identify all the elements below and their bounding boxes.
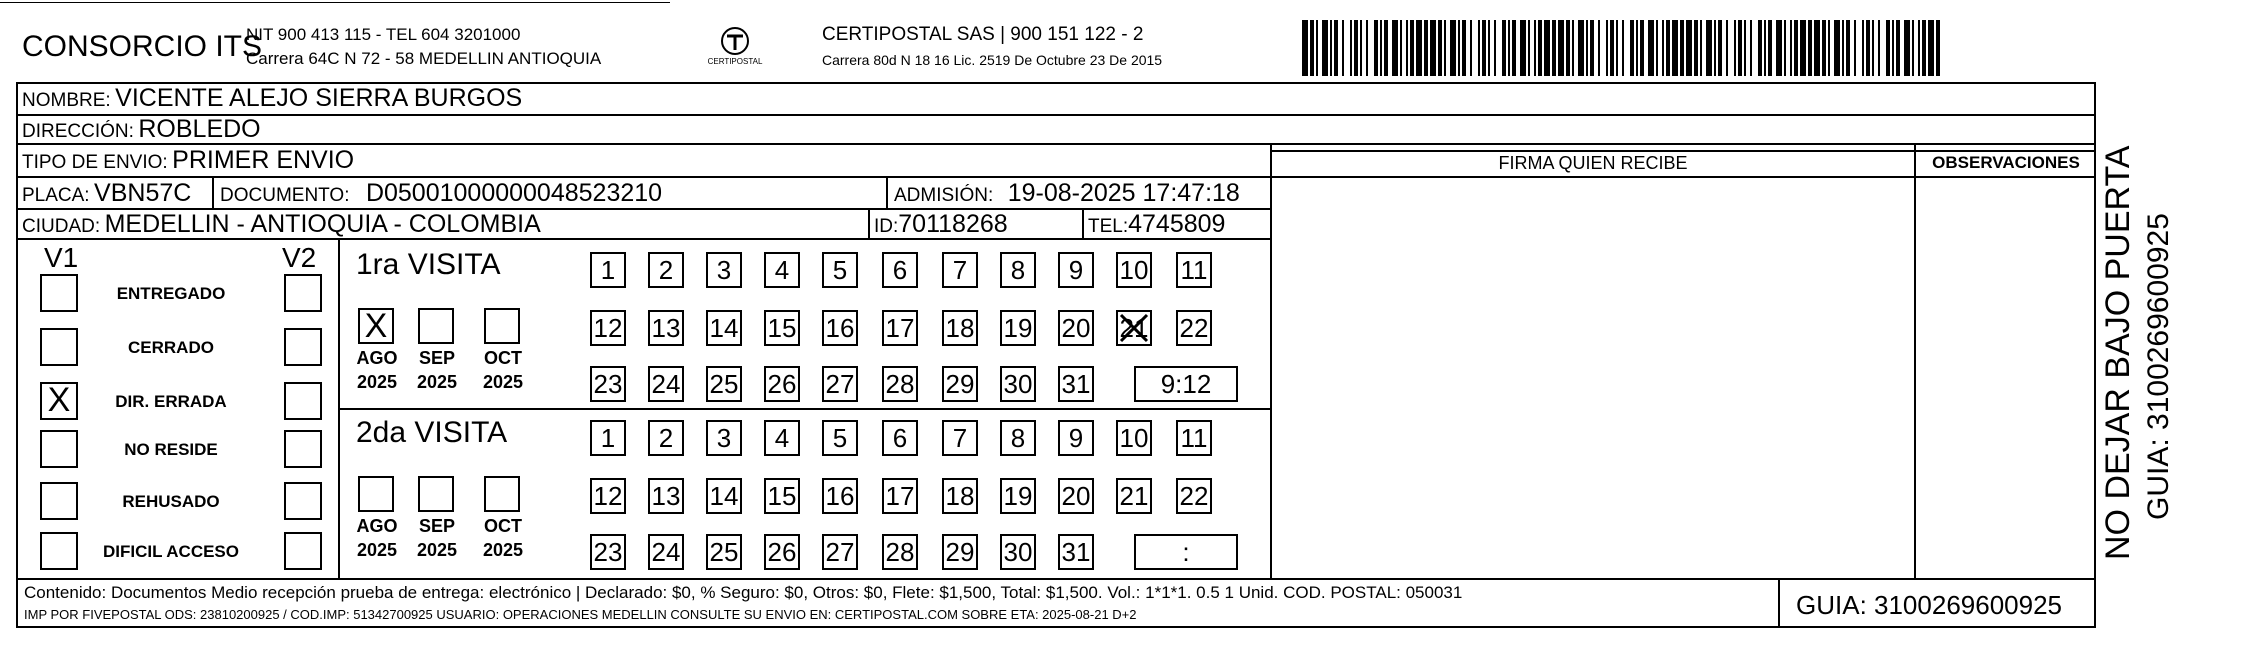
day-box-21[interactable]: 21	[1116, 310, 1152, 346]
barcode-bar	[1334, 20, 1338, 76]
day-box-24[interactable]: 24	[648, 366, 684, 402]
day-box-27[interactable]: 27	[822, 534, 858, 570]
month-name: AGO	[356, 516, 398, 536]
footer-contenido: Contenido: Documentos Medio recepción prueba de entrega: electrónico | Declarado: $0, % Seguro: $0, Otros: $0, Flete: $1,500, Total: $1,500. Vol.: 1*1*1. 0.5 1 Unid. COD. POSTAL: 050031	[24, 583, 1463, 602]
footer-guia: GUIA: 3100269600925	[1796, 590, 2062, 620]
barcode-bar	[1694, 20, 1698, 76]
barcode-bar	[1544, 20, 1550, 76]
day-box-23[interactable]: 23	[590, 534, 626, 570]
carrier-line-2: Carrera 80d N 18 16 Lic. 2519 De Octubre 23 De 2015	[822, 52, 1163, 68]
month-year: 2025	[482, 372, 524, 392]
barcode-bar	[1928, 20, 1934, 76]
day-box-8[interactable]: 8	[1000, 252, 1036, 288]
day-box-31[interactable]: 31	[1058, 534, 1094, 570]
month-year: 2025	[356, 372, 398, 392]
barcode-bar	[1586, 20, 1588, 76]
barcode-bar	[1374, 20, 1378, 76]
day-box-5[interactable]: 5	[822, 252, 858, 288]
direccion-row	[22, 115, 261, 144]
v1-checkbox[interactable]	[40, 274, 78, 312]
day-box-27[interactable]: 27	[822, 366, 858, 402]
barcode-bar	[1590, 20, 1594, 76]
barcode-bar	[1400, 20, 1402, 76]
day-box-13[interactable]: 13	[648, 310, 684, 346]
id-value: 70118268	[898, 210, 1008, 238]
month-checkbox[interactable]	[484, 476, 520, 512]
barcode-bar	[1866, 20, 1870, 76]
barcode-bar	[1616, 20, 1618, 76]
id-field	[874, 210, 1008, 239]
barcode-bar	[1566, 20, 1570, 76]
column-divider	[886, 176, 888, 208]
day-box-15[interactable]: 15	[764, 310, 800, 346]
barcode-bar	[1598, 20, 1600, 76]
barcode-bar	[1662, 20, 1664, 76]
day-box-5[interactable]: 5	[822, 420, 858, 456]
barcode-bar	[1410, 20, 1414, 76]
month-name: AGO	[356, 348, 398, 368]
admision-field	[894, 179, 1240, 208]
day-box-4[interactable]: 4	[764, 252, 800, 288]
documento-value: D05001000000048523210	[365, 179, 663, 207]
v1-checkbox[interactable]	[40, 482, 78, 520]
month-checkbox[interactable]	[484, 308, 520, 344]
barcode-bar	[1814, 20, 1820, 76]
barcode-bar	[1854, 20, 1856, 76]
barcode-bar	[1572, 20, 1574, 76]
row-divider	[1270, 176, 2096, 178]
barcode-bar	[1636, 20, 1638, 76]
month-year: 2025	[416, 372, 458, 392]
month-year: 2025	[416, 540, 458, 560]
v2-checkbox[interactable]	[284, 532, 322, 570]
day-box-2[interactable]: 2	[648, 420, 684, 456]
barcode-bar	[1380, 20, 1382, 76]
id-label: ID:	[874, 216, 899, 237]
barcode-bar	[1912, 20, 1914, 76]
barcode-bar	[1726, 20, 1728, 76]
placa-label: PLACA:	[22, 185, 90, 206]
barcode-bar	[1450, 20, 1456, 76]
barcode-bar	[1834, 20, 1840, 76]
barcode-bar	[1768, 20, 1772, 76]
day-box-16[interactable]: 16	[822, 478, 858, 514]
barcode-bar	[1438, 20, 1442, 76]
day-box-8[interactable]: 8	[1000, 420, 1036, 456]
v1-checkbox[interactable]: X	[40, 382, 78, 420]
barcode-bar	[1828, 20, 1830, 76]
day-box-10[interactable]: 10	[1116, 420, 1152, 456]
v2-checkbox[interactable]	[284, 382, 322, 420]
documento-field	[220, 179, 662, 208]
day-box-25[interactable]: 25	[706, 534, 742, 570]
barcode-bar	[1552, 20, 1556, 76]
barcode-bar	[1706, 20, 1712, 76]
day-box-1[interactable]: 1	[590, 252, 626, 288]
company-line-1: NIT 900 413 115 - TEL 604 3201000	[246, 25, 521, 44]
tipo-value: PRIMER ENVIO	[172, 146, 355, 174]
day-box-21[interactable]: 21	[1116, 478, 1152, 514]
day-box-14[interactable]: 14	[706, 310, 742, 346]
day-box-26[interactable]: 26	[764, 534, 800, 570]
day-box-31[interactable]: 31	[1058, 366, 1094, 402]
barcode-bar	[1878, 20, 1880, 76]
day-box-13[interactable]: 13	[648, 478, 684, 514]
row-divider	[1270, 150, 2096, 152]
day-box-17[interactable]: 17	[882, 478, 918, 514]
day-box-20[interactable]: 20	[1058, 478, 1094, 514]
status-label: DIR. ERRADA	[115, 392, 227, 411]
barcode-bar	[1330, 20, 1332, 76]
day-box-19[interactable]: 19	[1000, 310, 1036, 346]
day-box-30[interactable]: 30	[1000, 366, 1036, 402]
barcode-bar	[1776, 20, 1782, 76]
barcode-bar	[1350, 20, 1352, 76]
column-divider	[212, 176, 214, 208]
barcode-bar	[1528, 20, 1530, 76]
tipo-row	[22, 146, 354, 175]
barcode-bar	[1758, 20, 1762, 76]
day-box-6[interactable]: 6	[882, 420, 918, 456]
barcode-bar	[1892, 20, 1894, 76]
barcode-bar	[1322, 20, 1328, 76]
day-box-11[interactable]: 11	[1176, 252, 1212, 288]
barcode-bar	[1886, 20, 1890, 76]
row-divider	[16, 114, 2096, 116]
footer-divider	[16, 578, 2096, 580]
barcode-bar	[1656, 20, 1658, 76]
barcode-bar	[1896, 20, 1900, 76]
day-box-18[interactable]: 18	[942, 310, 978, 346]
barcode-bar	[1862, 20, 1864, 76]
v2-checkbox[interactable]	[284, 482, 322, 520]
day-box-11[interactable]: 11	[1176, 420, 1212, 456]
barcode-bar	[1578, 20, 1584, 76]
status-label: ENTREGADO	[116, 284, 226, 303]
barcode-bar	[1470, 20, 1472, 76]
v1-checkbox[interactable]	[40, 532, 78, 570]
day-box-30[interactable]: 30	[1000, 534, 1036, 570]
barcode-bar	[1520, 20, 1526, 76]
barcode-bar	[1392, 20, 1398, 76]
month-checkbox[interactable]: X	[358, 308, 394, 344]
visit-divider	[338, 408, 1270, 410]
barcode-bar	[1606, 20, 1608, 76]
day-box-9[interactable]: 9	[1058, 252, 1094, 288]
side-text	[2096, 80, 2186, 560]
certipostal-logo	[705, 24, 765, 70]
barcode-bar	[1680, 20, 1684, 76]
day-box-18[interactable]: 18	[942, 478, 978, 514]
day-box-19[interactable]: 19	[1000, 478, 1036, 514]
observaciones-header: OBSERVACIONES	[1932, 153, 2080, 172]
day-box-25[interactable]: 25	[706, 366, 742, 402]
admision-label: ADMISIÓN:	[894, 185, 994, 206]
day-box-12[interactable]: 12	[590, 478, 626, 514]
ciudad-label: CIUDAD:	[22, 216, 101, 237]
tel-label: TEL:	[1088, 216, 1129, 237]
tel-value: 4745809	[1128, 210, 1226, 238]
documento-label: DOCUMENTO:	[220, 185, 350, 206]
side-guia: GUIA: 3100269600925	[2142, 213, 2175, 520]
footer-imp: IMP POR FIVEPOSTAL ODS: 23810200925 / COD.IMP: 51342700925 USUARIO: OPERACIONES MEDELLIN CONSULTE SU ENVIO EN: CERTIPOSTAL.COM SOBRE ETA: 2025-08-21 D+2	[24, 607, 1137, 622]
barcode-bar	[1872, 20, 1874, 76]
v1-checkbox[interactable]	[40, 430, 78, 468]
barcode-bar	[1462, 20, 1466, 76]
no-dejar-bajo-puerta: NO DEJAR BAJO PUERTA	[2099, 145, 2137, 560]
direccion-label: DIRECCIÓN:	[22, 121, 134, 142]
barcode-bar	[1424, 20, 1428, 76]
day-box-29[interactable]: 29	[942, 366, 978, 402]
barcode-bar	[1672, 20, 1678, 76]
ciudad-value: MEDELLIN - ANTIOQUIA - COLOMBIA	[104, 210, 541, 238]
barcode-bar	[1406, 20, 1408, 76]
barcode-bar	[1790, 20, 1792, 76]
nombre-label: NOMBRE:	[22, 90, 111, 111]
month-checkbox[interactable]	[418, 476, 454, 512]
placa-value: VBN57C	[94, 179, 192, 207]
day-box-28[interactable]: 28	[882, 534, 918, 570]
day-box-29[interactable]: 29	[942, 534, 978, 570]
barcode-bar	[1666, 20, 1670, 76]
tipo-label: TIPO DE ENVIO:	[22, 152, 168, 173]
month-checkbox[interactable]	[418, 308, 454, 344]
day-box-14[interactable]: 14	[706, 478, 742, 514]
barcode-bar	[1430, 20, 1436, 76]
column-divider	[1270, 143, 1272, 578]
barcode-bar	[1512, 20, 1516, 76]
barcode-bar	[1846, 20, 1850, 76]
v2-checkbox[interactable]	[284, 430, 322, 468]
day-box-20[interactable]: 20	[1058, 310, 1094, 346]
barcode-bar	[1808, 20, 1812, 76]
company-line-2: Carrera 64C N 72 - 58 MEDELLIN ANTIOQUIA	[246, 49, 602, 68]
v2-label: V2	[282, 242, 317, 273]
placa-field	[22, 179, 191, 208]
barcode-bar	[1630, 20, 1634, 76]
barcode-bar	[1718, 20, 1722, 76]
v2-checkbox[interactable]	[284, 328, 322, 366]
barcode-bar	[1538, 20, 1542, 76]
barcode-bar	[1622, 20, 1624, 76]
barcode-bar	[1794, 20, 1798, 76]
nombre-value: VICENTE ALEJO SIERRA BURGOS	[115, 84, 523, 112]
day-box-22[interactable]: 22	[1176, 310, 1212, 346]
day-box-23[interactable]: 23	[590, 366, 626, 402]
time-box[interactable]: :	[1134, 534, 1238, 570]
ciudad-field	[22, 210, 541, 239]
barcode	[1302, 20, 1942, 76]
barcode-bar	[1366, 20, 1368, 76]
day-box-1[interactable]: 1	[590, 420, 626, 456]
barcode-bar	[1648, 20, 1654, 76]
admision-value: 19-08-2025 17:47:18	[1007, 179, 1240, 207]
barcode-bar	[1494, 20, 1496, 76]
barcode-bar	[1310, 20, 1314, 76]
day-box-24[interactable]: 24	[648, 534, 684, 570]
barcode-bar	[1354, 20, 1358, 76]
day-box-3[interactable]: 3	[706, 420, 742, 456]
barcode-bar	[1936, 20, 1940, 76]
status-label: NO RESIDE	[124, 440, 218, 459]
barcode-bar	[1416, 20, 1422, 76]
barcode-bar	[1360, 20, 1362, 76]
firma-header: FIRMA QUIEN RECIBE	[1498, 153, 1688, 173]
barcode-bar	[1458, 20, 1460, 76]
v2-checkbox[interactable]	[284, 274, 322, 312]
barcode-bar	[1482, 20, 1486, 76]
day-box-4[interactable]: 4	[764, 420, 800, 456]
barcode-bar	[1784, 20, 1786, 76]
month-checkbox[interactable]	[358, 476, 394, 512]
barcode-bar	[1508, 20, 1510, 76]
company-name: CONSORCIO ITS	[22, 30, 263, 63]
barcode-bar	[1558, 20, 1564, 76]
nombre-row	[22, 84, 522, 113]
day-box-7[interactable]: 7	[942, 420, 978, 456]
barcode-bar	[1686, 20, 1692, 76]
barcode-bar	[1918, 20, 1920, 76]
barcode-bar	[1444, 20, 1446, 76]
visit-title: 2da VISITA	[356, 416, 508, 449]
column-divider	[1082, 208, 1084, 238]
day-box-2[interactable]: 2	[648, 252, 684, 288]
day-box-17[interactable]: 17	[882, 310, 918, 346]
day-box-6[interactable]: 6	[882, 252, 918, 288]
barcode-bar	[1502, 20, 1506, 76]
status-label: CERRADO	[128, 338, 214, 357]
barcode-bar	[1478, 20, 1480, 76]
direccion-value: ROBLEDO	[138, 115, 261, 143]
visit-title: 1ra VISITA	[356, 248, 501, 281]
column-divider	[868, 208, 870, 238]
row-divider	[16, 176, 1270, 178]
barcode-bar	[1316, 20, 1318, 76]
barcode-bar	[1800, 20, 1806, 76]
barcode-bar	[1842, 20, 1844, 76]
v1-label: V1	[44, 242, 79, 273]
barcode-bar	[1640, 20, 1644, 76]
barcode-bar	[1764, 20, 1766, 76]
month-year: 2025	[482, 540, 524, 560]
tel-field	[1088, 210, 1225, 239]
day-box-22[interactable]: 22	[1176, 478, 1212, 514]
status-label: REHUSADO	[122, 492, 220, 511]
barcode-bar	[1738, 20, 1742, 76]
day-box-9[interactable]: 9	[1058, 420, 1094, 456]
barcode-bar	[1534, 20, 1536, 76]
day-box-16[interactable]: 16	[822, 310, 858, 346]
day-box-10[interactable]: 10	[1116, 252, 1152, 288]
column-divider	[1914, 143, 1916, 578]
barcode-bar	[1922, 20, 1926, 76]
barcode-bar	[1750, 20, 1752, 76]
month-name: OCT	[484, 348, 522, 368]
barcode-bar	[1610, 20, 1614, 76]
barcode-bar	[1302, 20, 1308, 76]
day-box-15[interactable]: 15	[764, 478, 800, 514]
barcode-bar	[1734, 20, 1736, 76]
top-rule	[0, 2, 670, 3]
status-label: DIFICIL ACCESO	[102, 542, 239, 561]
month-name: SEP	[418, 348, 456, 368]
barcode-bar	[1904, 20, 1910, 76]
time-box[interactable]: 9:12	[1134, 366, 1238, 402]
month-name: SEP	[418, 516, 456, 536]
barcode-bar	[1822, 20, 1826, 76]
day-box-12[interactable]: 12	[590, 310, 626, 346]
barcode-bar	[1700, 20, 1702, 76]
day-box-3[interactable]: 3	[706, 252, 742, 288]
barcode-bar	[1488, 20, 1490, 76]
month-year: 2025	[356, 540, 398, 560]
day-box-26[interactable]: 26	[764, 366, 800, 402]
day-box-28[interactable]: 28	[882, 366, 918, 402]
month-name: OCT	[484, 516, 522, 536]
barcode-bar	[1342, 20, 1344, 76]
barcode-bar	[1714, 20, 1716, 76]
carrier-line-1: CERTIPOSTAL SAS | 900 151 122 - 2	[822, 24, 1144, 45]
column-divider	[1778, 578, 1780, 628]
barcode-bar	[1744, 20, 1746, 76]
logo-caption: CERTIPOSTAL	[707, 57, 763, 66]
row-divider	[16, 143, 2096, 145]
barcode-bar	[1384, 20, 1388, 76]
day-box-7[interactable]: 7	[942, 252, 978, 288]
v1-checkbox[interactable]	[40, 328, 78, 366]
